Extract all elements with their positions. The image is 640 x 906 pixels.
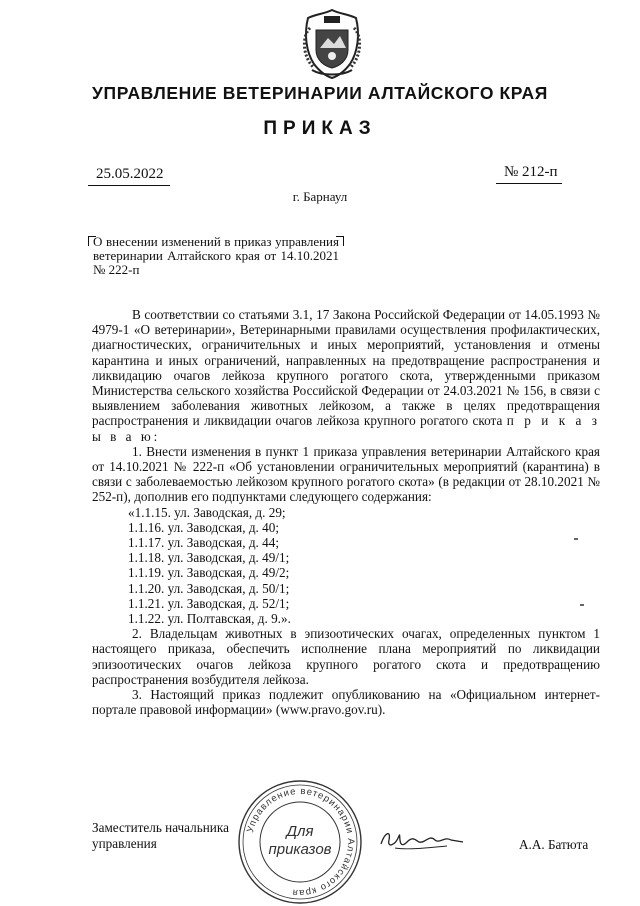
stamp-center-line-1: Для (286, 823, 314, 840)
stamp-ring-text: Управление ветеринарии Алтайского края (244, 785, 357, 899)
scan-speck (574, 538, 578, 540)
document-date: 25.05.2022 (96, 166, 164, 182)
round-seal-stamp (236, 778, 364, 906)
number-underline (496, 183, 562, 184)
signatory-position (92, 820, 229, 852)
subitem: 1.1.20. ул. Заводская, д. 50/1; (128, 580, 290, 596)
subitem: 1.1.19. ул. Заводская, д. 49/2; (128, 565, 290, 581)
preamble-text: В соответствии со статьями 3.1, 17 Закона Российской Федерации от 14.05.1993 № 4979-1 «О ветеринарии», Ветеринарными правилами осуществления профилактических, диагностических, ограничительных и иных мероприятий, установления и отмены карантина и иных ограничений, направленных на предотвращение распространения и ликвидацию очагов лейкоза крупного рогатого скота, утвержденными приказом Министерства сельского хозяйства Российской Федерации от 24.03.2021 № 156, в связи с выявлением заболевания животных лейкозом, а также в целях предотвращения распространения и ликвидации очагов лейкоза крупного рогатого скота (92, 307, 600, 429)
signatory-name: А.А. Батюта (519, 837, 589, 852)
directive-word: п р и к а з ы в а ю: (92, 413, 600, 444)
coat-of-arms-emblem (294, 8, 370, 80)
scan-speck (580, 604, 584, 606)
subitem: 1.1.18. ул. Заводская, д. 49/1; (128, 550, 290, 566)
preamble-paragraph (92, 307, 600, 444)
subitem: 1.1.22. ул. Полтавская, д. 9.». (128, 611, 291, 627)
subitem: 1.1.16. ул. Заводская, д. 40; (128, 519, 279, 535)
point-1: 1. Внести изменения в пункт 1 приказа управления ветеринарии Алтайского края от 14.10.2021 № 222-п «Об установлении ограничительных мероприятий (карантина) в связи с заболеваемостью лейкозом крупного рогатого скота» (в редакции от 28.10.2021 № 252-п), дополнив его подпунктами следующего содержания: (92, 443, 600, 505)
document-body (92, 307, 600, 717)
point-3: 3. Настоящий приказ подлежит опубликованию на «Официальном интернет-портале правовой информации» (www.pravo.gov.ru). (92, 687, 600, 718)
document-type-title: ПРИКАЗ (263, 118, 377, 139)
position-line-1: Заместитель начальника (92, 820, 229, 835)
subitem: «1.1.15. ул. Заводская, д. 29; (128, 504, 286, 520)
agency-name: УПРАВЛЕНИЕ ВЕТЕРИНАРИИ АЛТАЙСКОГО КРАЯ (92, 83, 548, 103)
point-2: 2. Владельцам животных в эпизоотических очагах, определенных пунктом 1 настоящего приказа, обеспечить исполнение плана мероприятий по ликвидации эпизоотических очагов лейкоза крупного рогатого скота и предотвращению распространения возбудителя лейкоза. (92, 626, 600, 687)
city-label: г. Барнаул (292, 189, 348, 204)
subitem: 1.1.17. ул. Заводская, д. 44; (128, 535, 279, 551)
date-underline (88, 185, 170, 186)
subitem-list (92, 505, 600, 627)
position-line-2: управления (92, 836, 157, 851)
document-number: № 212-п (504, 164, 558, 180)
subitem: 1.1.21. ул. Заводская, д. 52/1; (128, 595, 290, 611)
stamp-center-line-2: приказов (268, 841, 332, 858)
document-subject: О внесении изменений в приказ управления ветеринарии Алтайского края от 14.10.2021 № 222-п (93, 234, 339, 277)
handwritten-signature (377, 826, 467, 856)
